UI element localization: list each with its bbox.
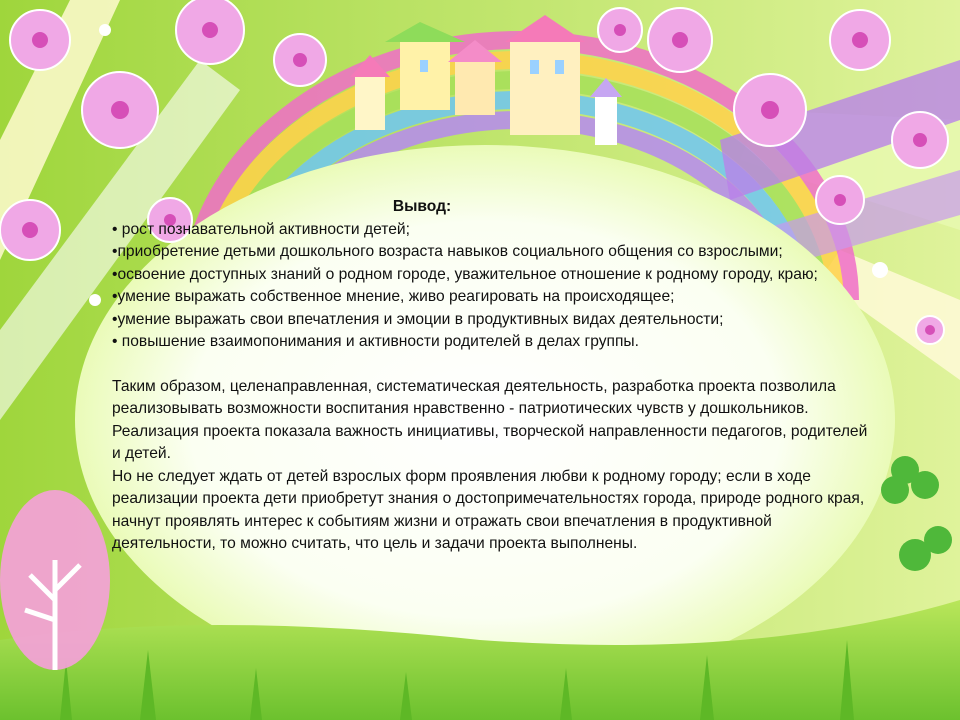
conclusion-paragraph: Но не следует ждать от детей взрослых форм проявления любви к родному городу; если в ходе реализации проекта дети приобретут знания о достопримечательностях города, природе родного края, начнут проявлять интерес к событиям жизни и отражать свои впечатления в продуктивной деятельности, то можно считать, что цель и задачи проекта выполнены.: [112, 467, 865, 552]
pink-tree-icon: [0, 490, 110, 670]
bullet-item: • приобретение детьми дошкольного возраста навыков социального общения со взрослыми;: [112, 241, 872, 264]
bullet-item: • умение выражать собственное мнение, живо реагировать на происходящее;: [112, 286, 872, 309]
slide-content: [112, 196, 872, 556]
conclusion-paragraph: Реализация проекта показала важность инициативы, творческой направленности педагогов, родителей и детей.: [112, 422, 868, 462]
bullet-item: • повышение взаимопонимания и активности родителей в делах группы.: [112, 331, 872, 354]
bullet-list: [112, 219, 872, 354]
slide-title: Вывод:: [392, 198, 452, 215]
bullet-item: • умение выражать свои впечатления и эмоции в продуктивных видах деятельности;: [112, 309, 872, 332]
bullet-item: • освоение доступных знаний о родном городе, уважительное отношение к родному городу, краю;: [112, 264, 872, 287]
bullet-item: • рост познавательной активности детей;: [112, 219, 872, 242]
conclusion-paragraph: Таким образом, целенаправленная, систематическая деятельность, разработка проекта позволила реализовывать возможности воспитания нравственно - патриотических чувств у дошкольников.: [112, 377, 836, 417]
spacer: [112, 354, 872, 376]
